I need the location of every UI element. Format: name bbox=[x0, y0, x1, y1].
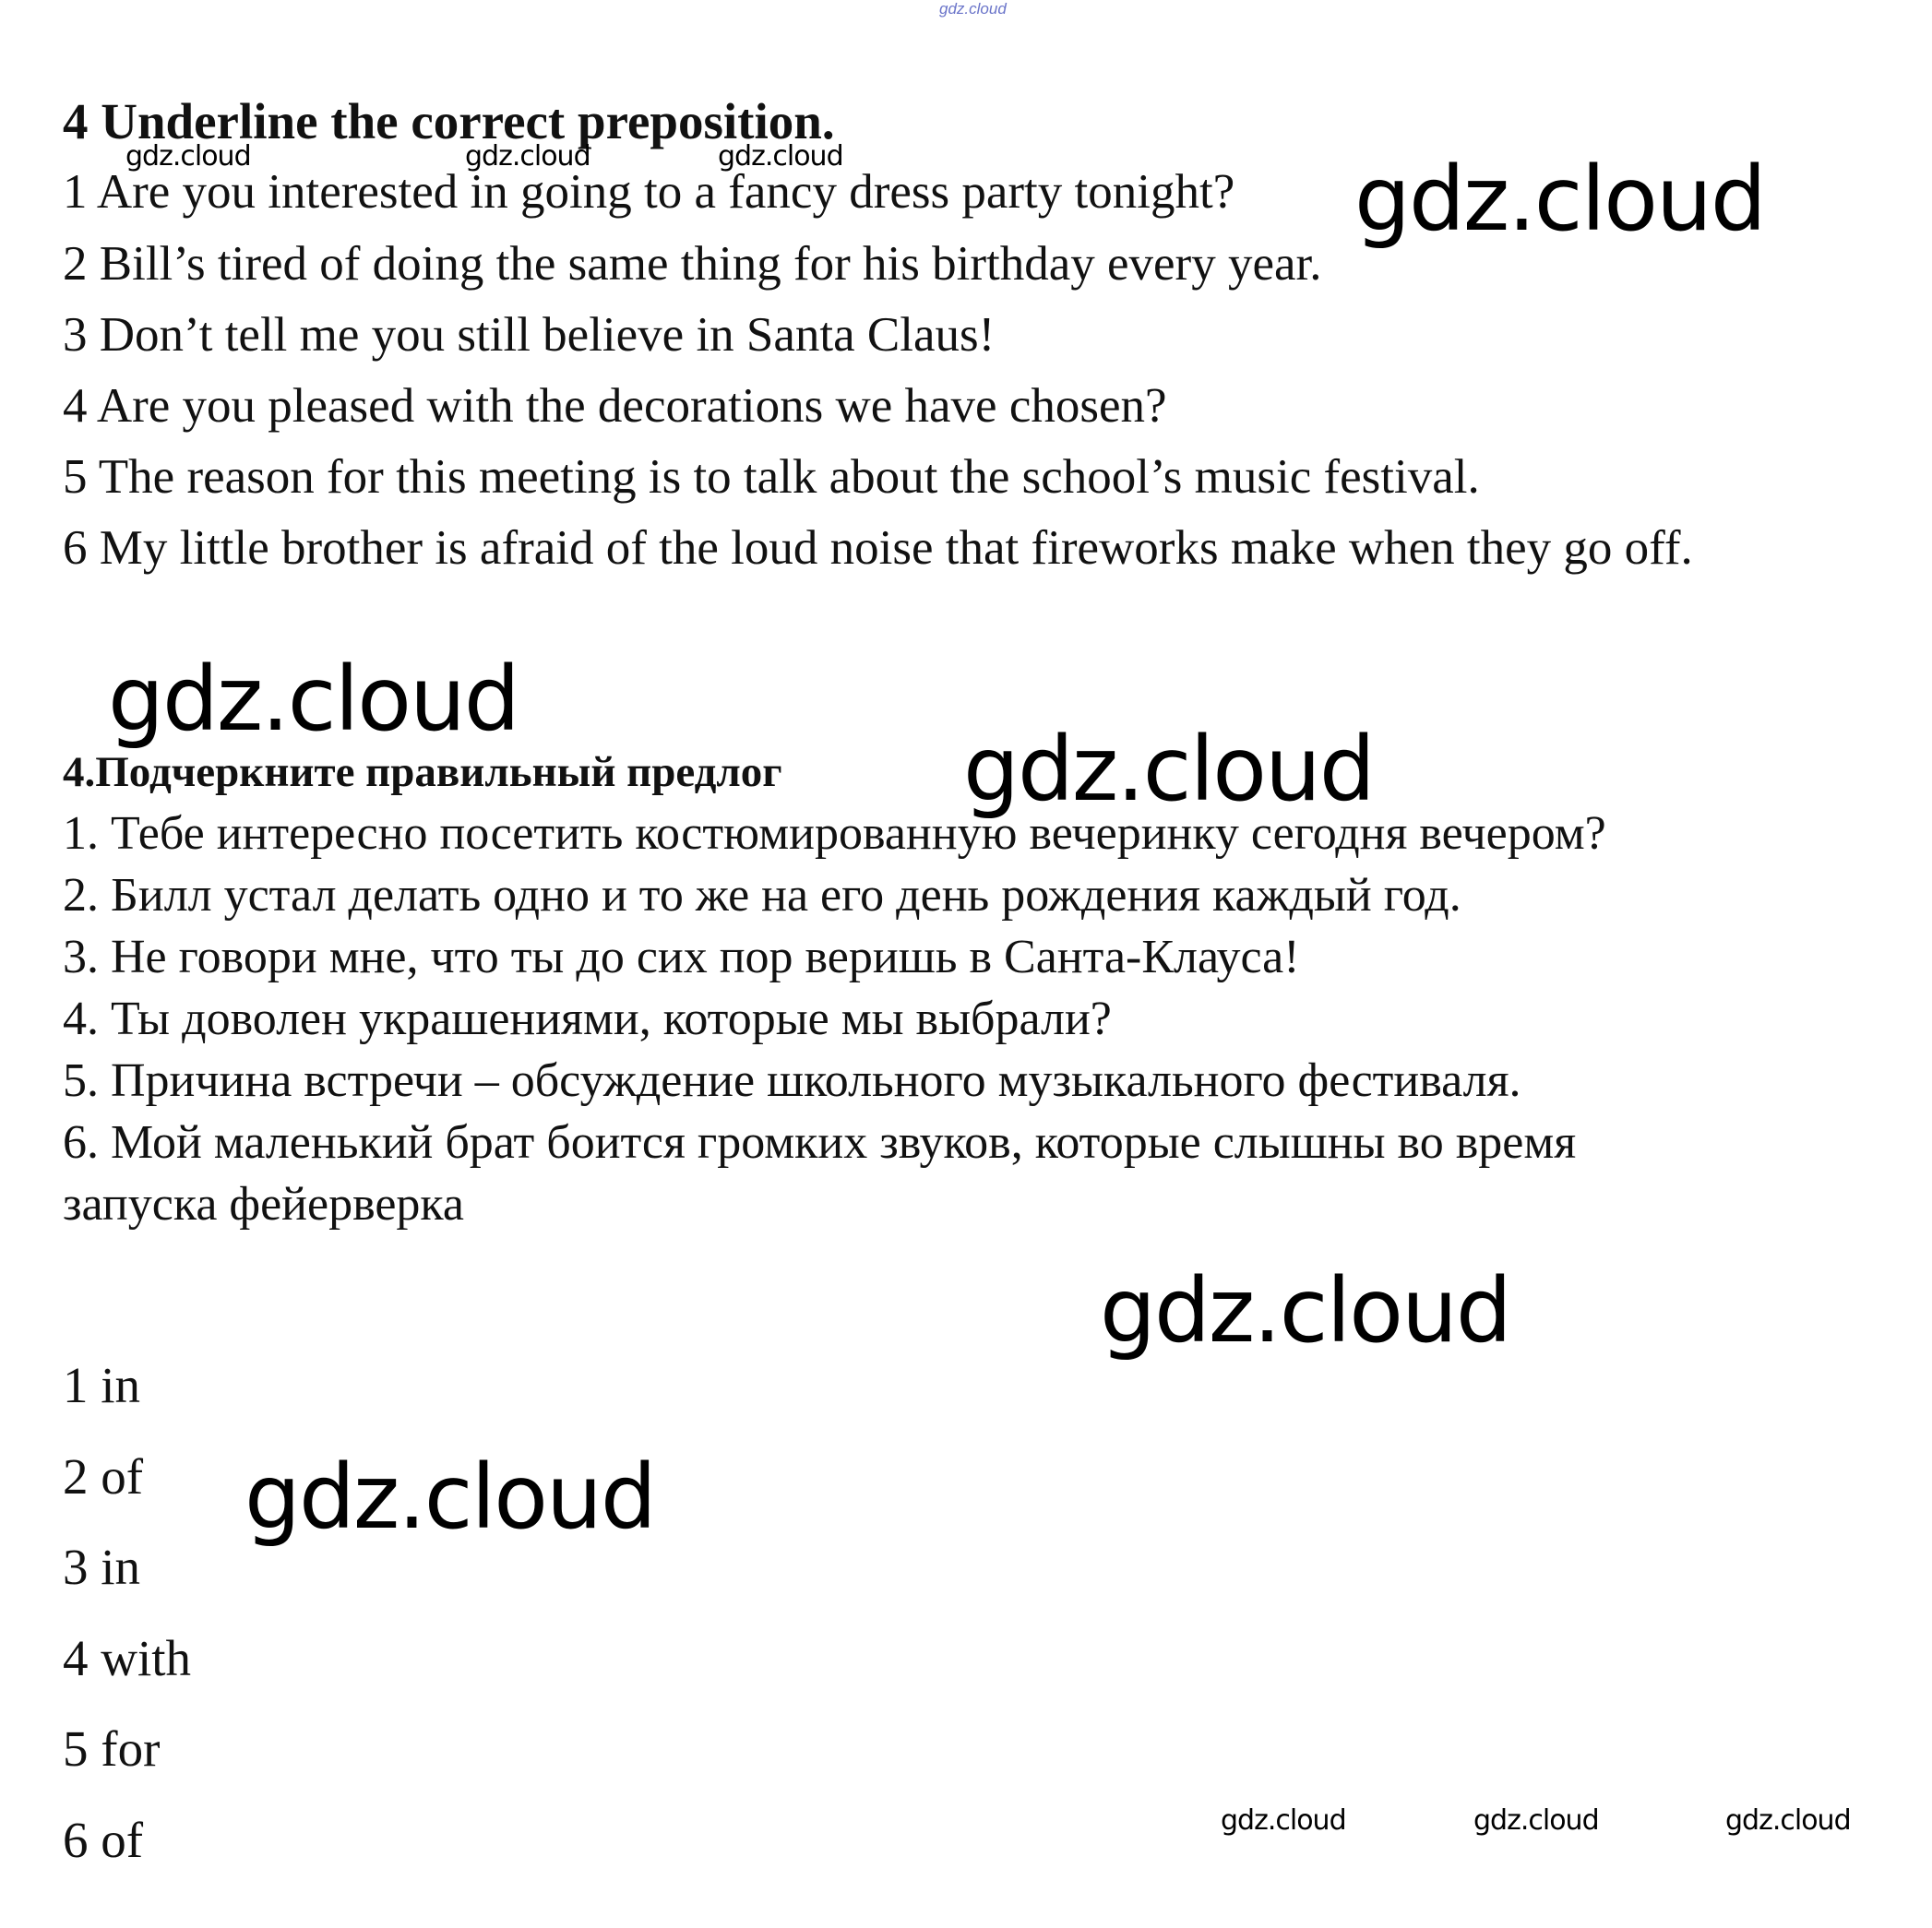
answer-item: 1 in bbox=[63, 1357, 141, 1413]
watermark-large: gdz.cloud bbox=[108, 648, 519, 751]
watermark-large: gdz.cloud bbox=[963, 718, 1374, 821]
watermark-small: gdz.cloud bbox=[465, 140, 590, 173]
russian-sentence: 4. Ты доволен украшениями, которые мы выбрали? bbox=[63, 993, 1112, 1045]
english-sentence: 1 Are you interested in going to a fancy dress party tonight? bbox=[63, 165, 1235, 219]
answer-item: 5 for bbox=[63, 1720, 161, 1777]
english-sentence: 3 Don’t tell me you still believe in Santa Claus! bbox=[63, 308, 996, 362]
exercise-heading-russian: 4.Подчеркните правильный предлог bbox=[63, 748, 782, 796]
answer-item: 6 of bbox=[63, 1812, 144, 1868]
russian-sentence: 2. Билл устал делать одно и то же на его день рождения каждый год. bbox=[63, 869, 1461, 922]
russian-sentence: 5. Причина встречи – обсуждение школьного музыкального фестиваля. bbox=[63, 1054, 1521, 1107]
watermark-small: gdz.cloud bbox=[1473, 1804, 1599, 1837]
english-sentence: 6 My little brother is afraid of the loud noise that fireworks make when they go off. bbox=[63, 521, 1693, 575]
russian-sentence: 6. Мой маленький брат боится громких звуков, которые слышны во время bbox=[63, 1116, 1577, 1169]
watermark-top: gdz.cloud bbox=[939, 0, 1007, 18]
watermark-large: gdz.cloud bbox=[1354, 148, 1765, 251]
english-sentence: 4 Are you pleased with the decorations we have chosen? bbox=[63, 379, 1167, 433]
watermark-large: gdz.cloud bbox=[1100, 1259, 1510, 1363]
watermark-small: gdz.cloud bbox=[1221, 1804, 1346, 1837]
english-sentence: 5 The reason for this meeting is to talk about the school’s music festival. bbox=[63, 450, 1480, 504]
answer-item: 4 with bbox=[63, 1630, 192, 1686]
answer-item: 2 of bbox=[63, 1448, 144, 1505]
russian-sentence: запуска фейерверка bbox=[63, 1178, 464, 1231]
english-sentence: 2 Bill’s tired of doing the same thing for his birthday every year. bbox=[63, 237, 1322, 291]
answer-item: 3 in bbox=[63, 1539, 141, 1595]
watermark-small: gdz.cloud bbox=[125, 140, 251, 173]
exercise-heading-english: 4 Underline the correct preposition. bbox=[63, 93, 835, 149]
watermark-large: gdz.cloud bbox=[244, 1446, 655, 1549]
watermark-small: gdz.cloud bbox=[718, 140, 843, 173]
watermark-small: gdz.cloud bbox=[1725, 1804, 1851, 1837]
russian-sentence: 3. Не говори мне, что ты до сих пор веришь в Санта-Клауса! bbox=[63, 931, 1300, 983]
russian-sentence: 1. Тебе интересно посетить костюмированную вечеринку сегодня вечером? bbox=[63, 807, 1606, 860]
